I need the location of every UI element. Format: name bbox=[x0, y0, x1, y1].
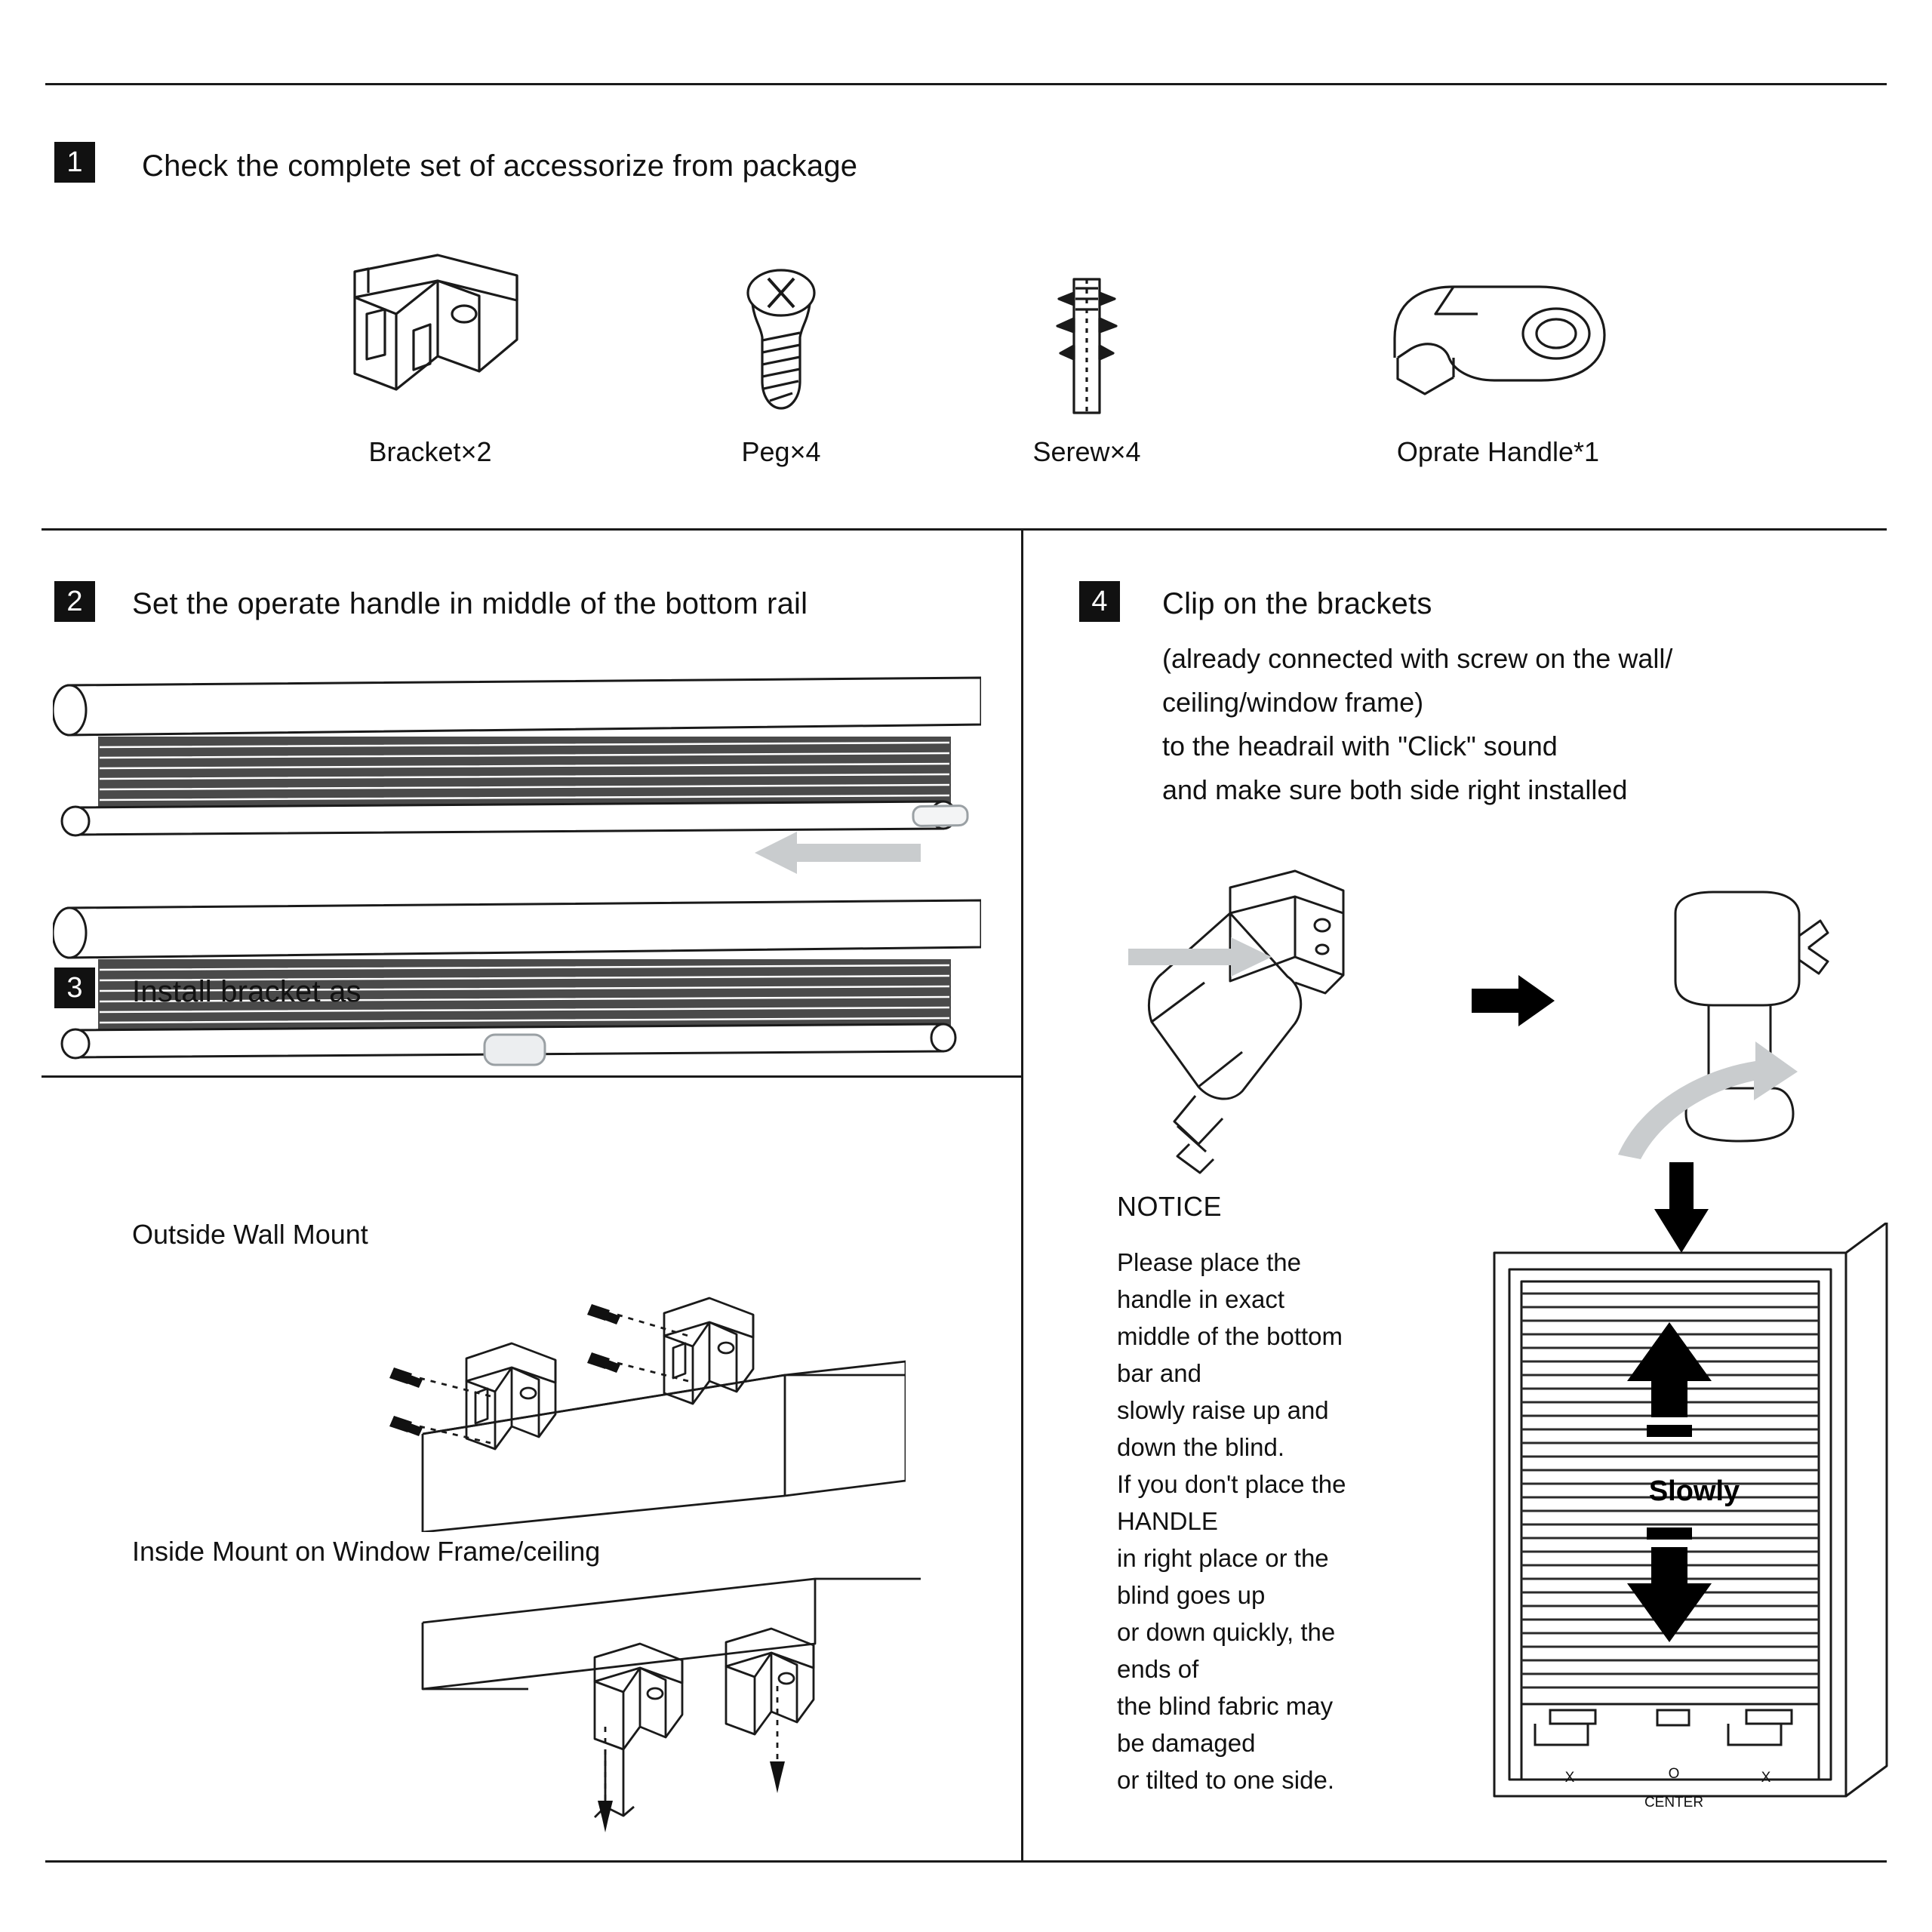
step-4-body-line-4: and make sure both side right installed bbox=[1162, 774, 1628, 805]
grey-arrow-left bbox=[755, 830, 921, 875]
peg-illustration bbox=[732, 268, 830, 415]
step-4-title: Clip on the brackets bbox=[1162, 587, 1432, 620]
bottom-rule bbox=[45, 1860, 1887, 1863]
step-1-title: Check the complete set of accessorize from package bbox=[142, 149, 858, 183]
vertical-divider bbox=[1021, 528, 1023, 1860]
outside-wall-mount-illustration bbox=[377, 1200, 906, 1532]
notice-line: ends of bbox=[1117, 1655, 1199, 1683]
step-4-body-line-1: (already connected with screw on the wall/ bbox=[1162, 643, 1673, 674]
step-2-title: Set the operate handle in middle of the bottom rail bbox=[132, 587, 808, 620]
mark-x-right: X bbox=[1761, 1770, 1771, 1786]
slowly-label: Slowly bbox=[1648, 1475, 1740, 1507]
notice-line: Please place the bbox=[1117, 1248, 1302, 1276]
notice-line: If you don't place the bbox=[1117, 1470, 1346, 1498]
notice-line: handle in exact bbox=[1117, 1285, 1284, 1313]
notice-line: slowly raise up and bbox=[1117, 1396, 1329, 1424]
notice-line: or down quickly, the bbox=[1117, 1618, 1336, 1646]
operate-handle-illustration bbox=[1381, 279, 1615, 408]
rule-under-step2 bbox=[42, 1075, 1023, 1078]
rule-under-step1 bbox=[42, 528, 1887, 531]
notice-line: down the blind. bbox=[1117, 1433, 1284, 1461]
blind-with-handle-off-center bbox=[53, 672, 981, 845]
part-label-peg: Peg×4 bbox=[741, 436, 821, 467]
mark-x-left: X bbox=[1564, 1770, 1575, 1786]
screw-illustration bbox=[1045, 273, 1128, 420]
notice-heading: NOTICE bbox=[1117, 1191, 1223, 1222]
notice-line: or tilted to one side. bbox=[1117, 1766, 1335, 1794]
notice-line: blind goes up bbox=[1117, 1581, 1266, 1609]
black-arrow-right bbox=[1472, 974, 1555, 1028]
window-blind-diagram bbox=[1479, 1223, 1902, 1811]
step-1-number: 1 bbox=[54, 142, 95, 183]
notice-line: be damaged bbox=[1117, 1729, 1256, 1757]
step-4-number: 4 bbox=[1079, 581, 1120, 622]
notice-line: the blind fabric may bbox=[1117, 1692, 1334, 1720]
step-4-body-line-3: to the headrail with "Click" sound bbox=[1162, 731, 1558, 761]
step-3-title: Install bracket as bbox=[132, 975, 361, 1008]
notice-line: in right place or the bbox=[1117, 1544, 1329, 1572]
grey-curved-arrow-up bbox=[1607, 989, 1804, 1162]
notice-body bbox=[1117, 1244, 1464, 1798]
mount-option-inside-label: Inside Mount on Window Frame/ceiling bbox=[132, 1536, 601, 1567]
part-label-screw: Serew×4 bbox=[1032, 436, 1141, 467]
mark-o-center: O bbox=[1668, 1766, 1680, 1782]
mount-option-outside-label: Outside Wall Mount bbox=[132, 1219, 368, 1250]
notice-line: middle of the bottom bbox=[1117, 1322, 1343, 1350]
part-label-operate-handle: Oprate Handle*1 bbox=[1396, 436, 1600, 467]
center-label: CENTER bbox=[1644, 1795, 1704, 1810]
step-4-body-line-2: ceiling/window frame) bbox=[1162, 687, 1424, 718]
inside-mount-illustration bbox=[392, 1547, 921, 1849]
bracket-illustration bbox=[325, 242, 536, 408]
step-2-number: 2 bbox=[54, 581, 95, 622]
step-3-number: 3 bbox=[54, 968, 95, 1008]
notice-line: bar and bbox=[1117, 1359, 1201, 1387]
grey-arrow-right bbox=[1128, 936, 1272, 978]
notice-line: HANDLE bbox=[1117, 1507, 1218, 1535]
clip-on-bracket-illustration bbox=[1117, 860, 1396, 1177]
part-label-bracket: Bracket×2 bbox=[368, 436, 492, 467]
top-rule bbox=[45, 83, 1887, 85]
